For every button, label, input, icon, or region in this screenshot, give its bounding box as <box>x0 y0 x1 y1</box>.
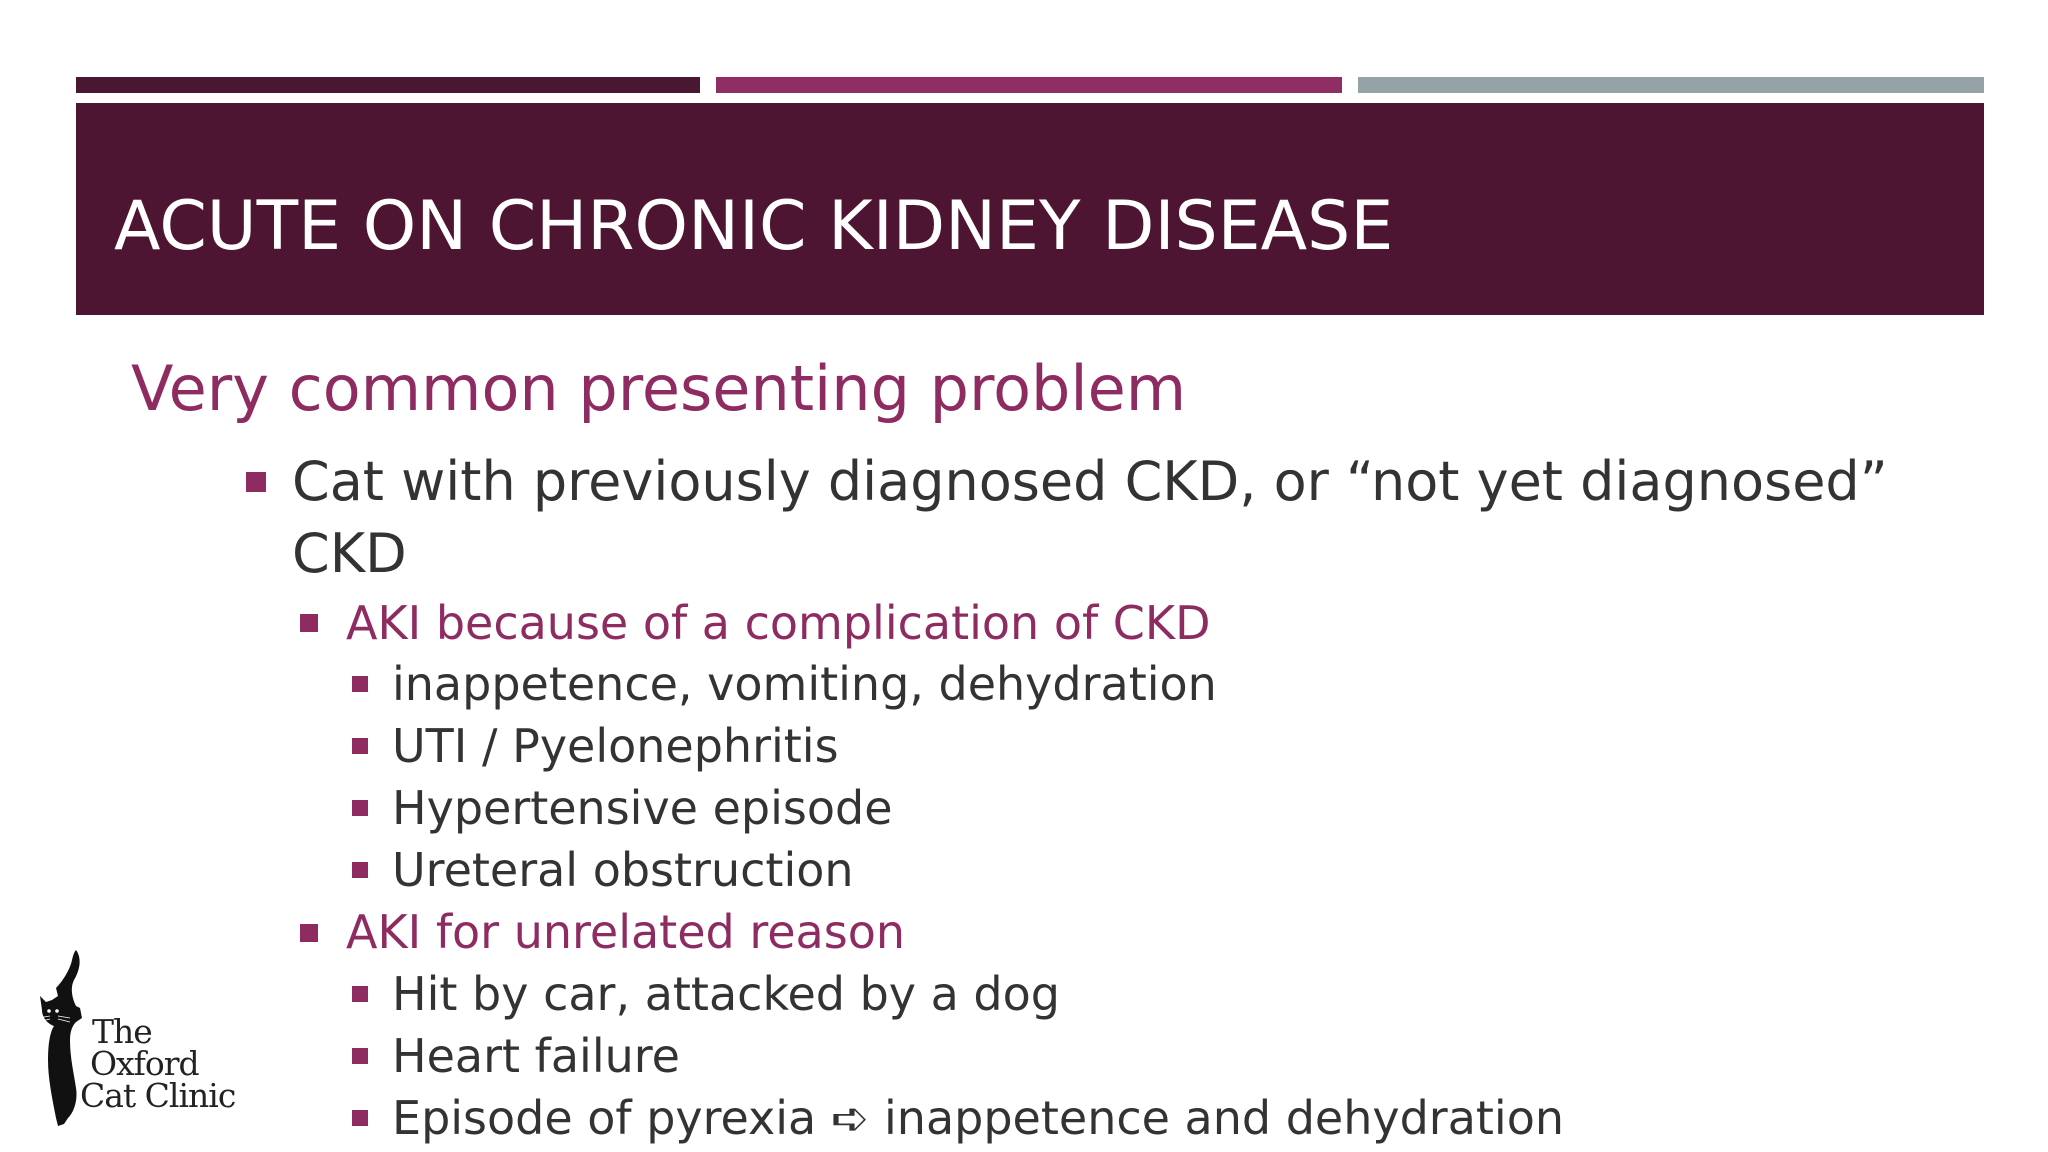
bullet-marker <box>352 862 368 878</box>
slide-subtitle: Very common presenting problem <box>131 352 1187 425</box>
bullet-marker <box>246 472 266 492</box>
group2-heading: AKI for unrelated reason <box>346 905 905 959</box>
logo-text-line1: The <box>92 1012 152 1051</box>
list-item: Hypertensive episode <box>392 781 893 835</box>
accent-bar-dark <box>76 77 700 93</box>
accent-bar-magenta <box>716 77 1342 93</box>
clinic-logo <box>36 948 236 1128</box>
title-band <box>76 103 1984 315</box>
bullet-marker <box>352 676 368 692</box>
level1-line1: Cat with previously diagnosed CKD, or “not yet diagnosed” <box>292 450 1888 513</box>
list-item: Ureteral obstruction <box>392 843 854 897</box>
list-item: Episode of pyrexia ➪ inappetence and dehydration <box>392 1091 1565 1145</box>
list-item: Hit by car, attacked by a dog <box>392 967 1060 1021</box>
bullet-marker <box>352 1110 368 1126</box>
accent-bar-gray <box>1358 77 1984 93</box>
slide-title: ACUTE ON CHRONIC KIDNEY DISEASE <box>114 187 1394 266</box>
logo-text-line3: Cat Clinic <box>80 1076 236 1115</box>
list-item: inappetence, vomiting, dehydration <box>392 657 1217 711</box>
list-item: UTI / Pyelonephritis <box>392 719 839 773</box>
bullet-marker <box>352 1048 368 1064</box>
logo-text-line2: Oxford <box>90 1044 199 1083</box>
bullet-marker <box>300 924 318 942</box>
bullet-marker <box>352 800 368 816</box>
bullet-marker <box>300 614 318 632</box>
bullet-marker <box>352 986 368 1002</box>
bullet-marker <box>352 738 368 754</box>
group1-heading: AKI because of a complication of CKD <box>346 596 1211 650</box>
list-item: Heart failure <box>392 1029 680 1083</box>
level1-line2: CKD <box>292 522 407 585</box>
